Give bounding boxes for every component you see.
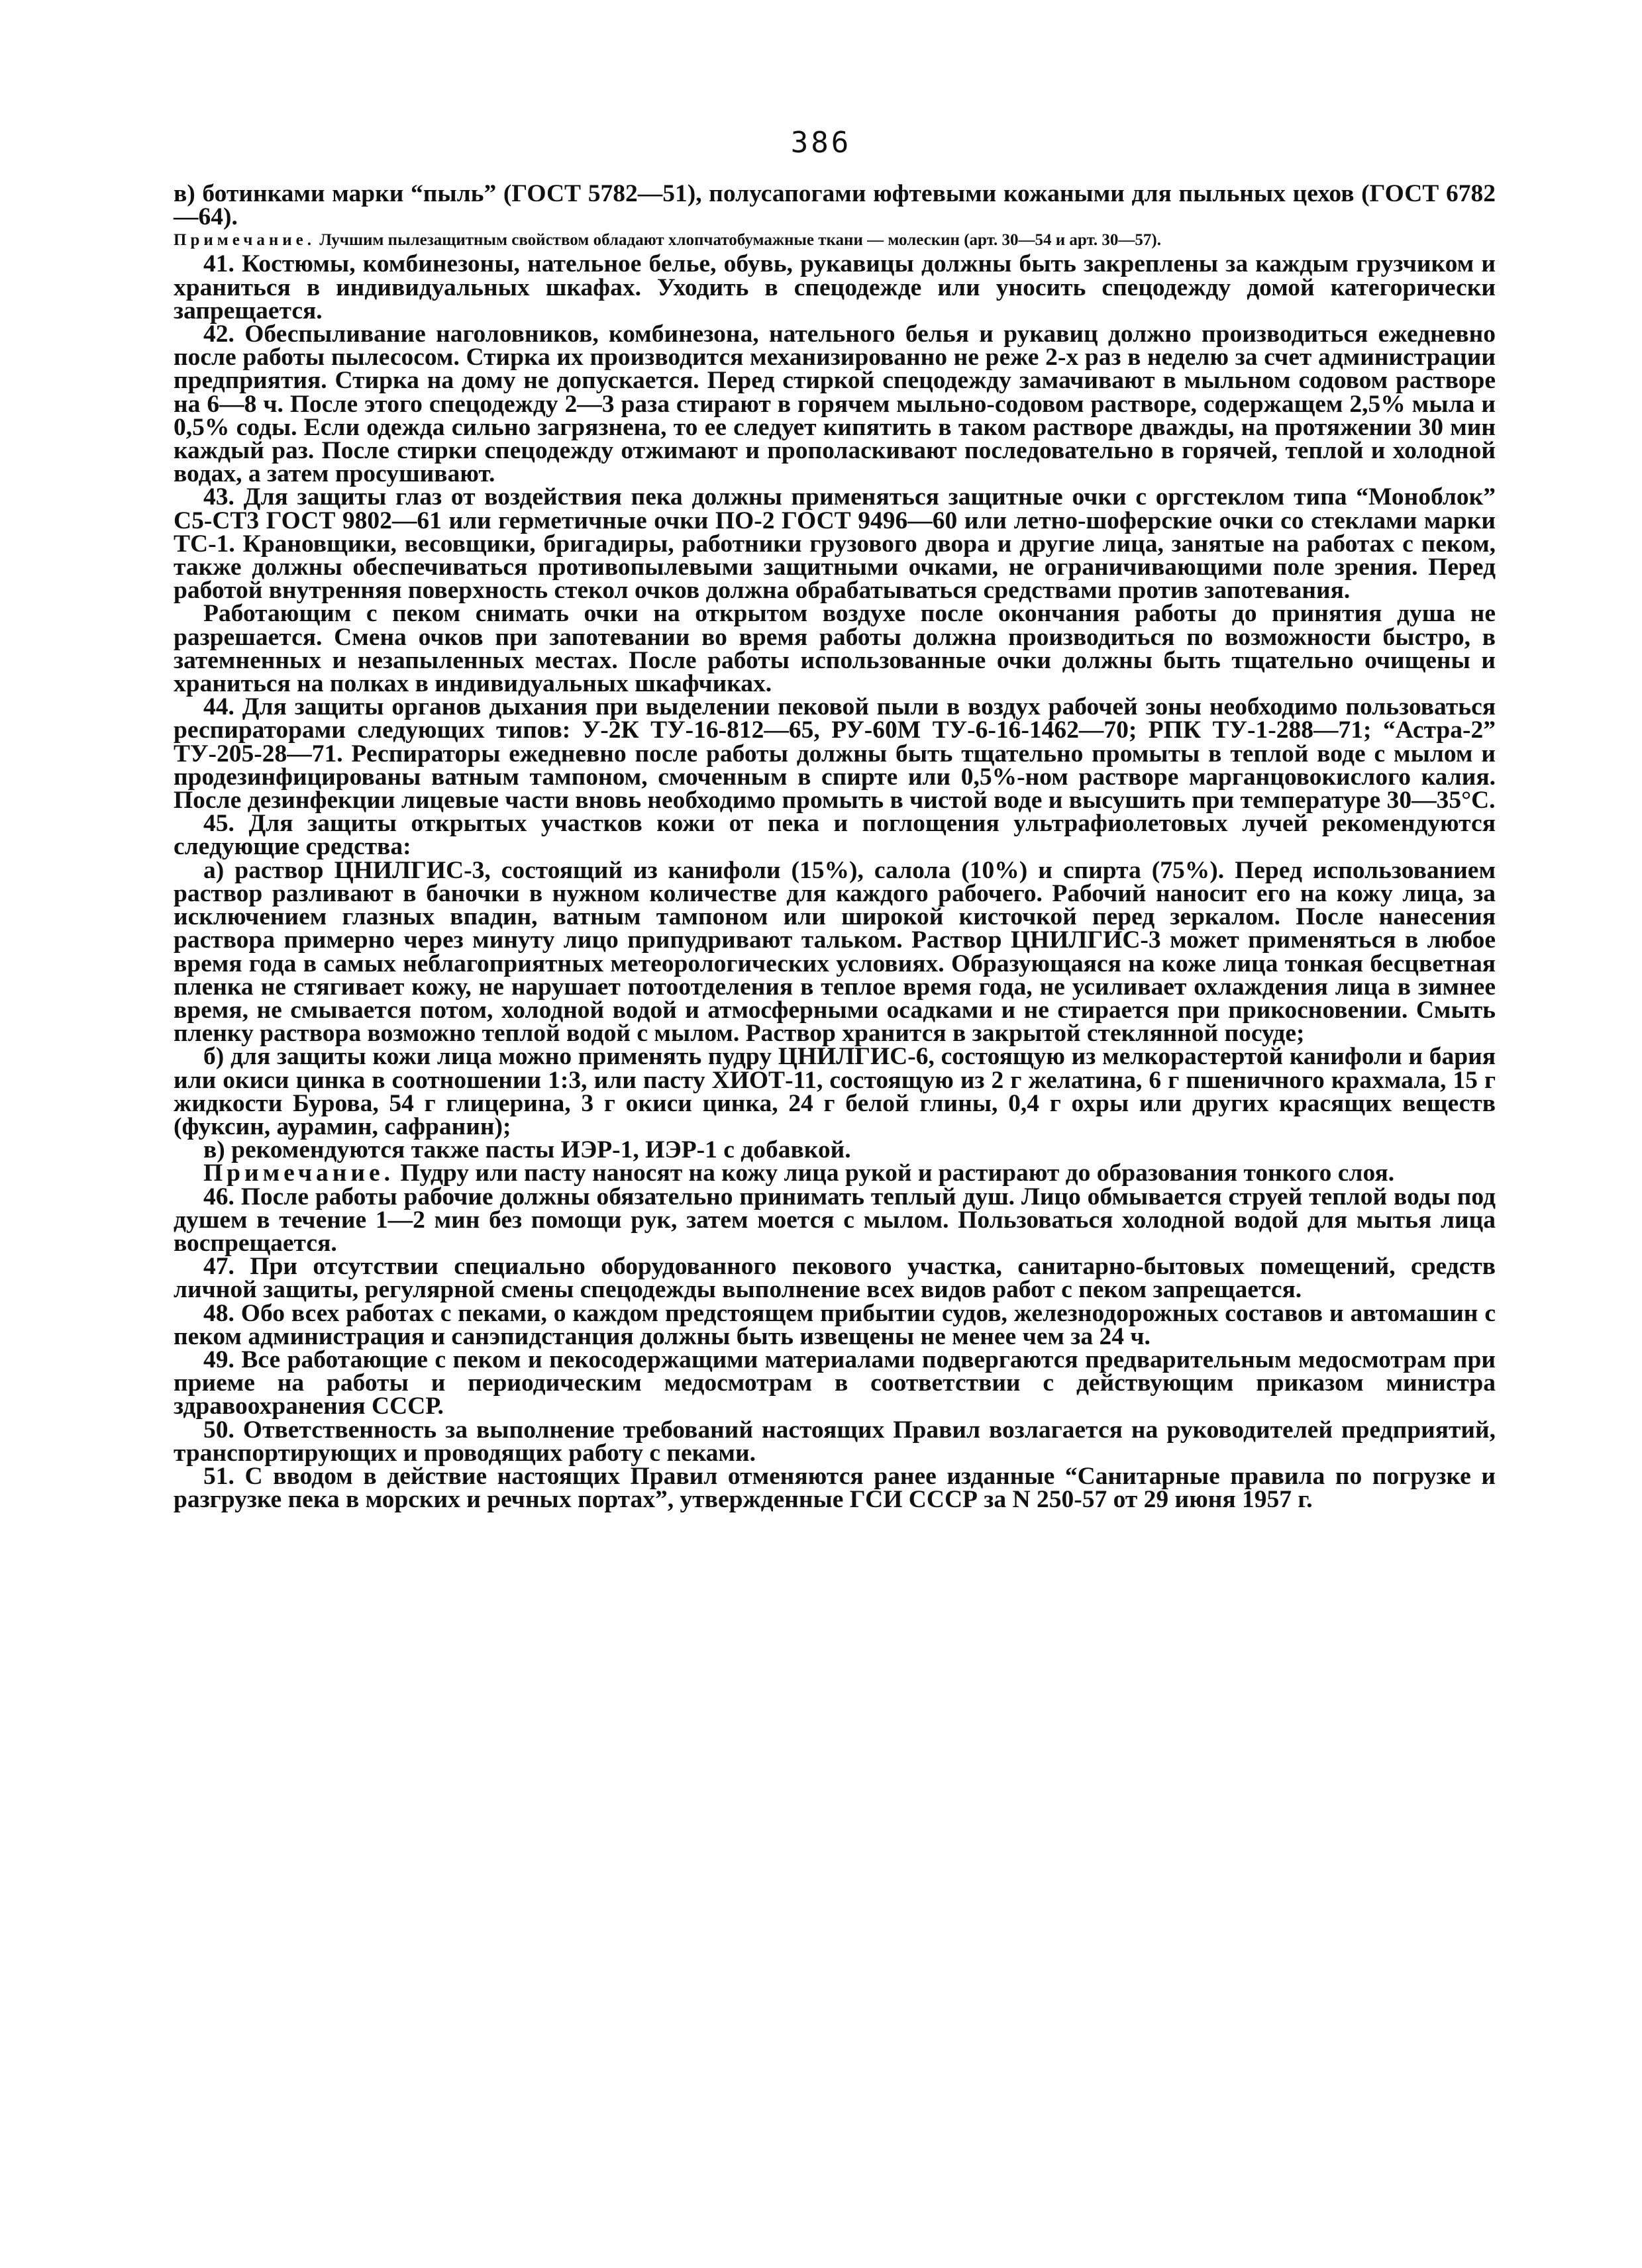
paragraph-41: 41. Костюмы, комбинезоны, нательное белье, обувь, рукавицы должны быть закреплены за каждым грузчиком и храниться в индивидуальных шкафах. Уходить в спецодежде или уносить спецодежду домой категорически запрещается. <box>174 250 1496 324</box>
paragraph-42: 42. Обеспыливание наголовников, комбинезона, нательного белья и рукавиц должно производиться ежедневно после работы пылесосом. Стирка их производится механизированно не реже 2-х раз в неделю за счет администрации предприятия. Стирка на дому не допускается. Перед стиркой спецодежду замачивают в мыльном содовом растворе на 6—8 ч. После этого спецодежду 2—3 раза стирают в горячем мыльно-содовом растворе, содержащем 2,5% мыла и 0,5% соды. Если одежда сильно загрязнена, то ее следует кипятить в таком растворе дважды, на протяжении 30 мин каждый раз. После стирки спецодежду отжимают и прополаскивают последовательно в горячей, теплой и холодной водах, а затем просушивают. <box>174 320 1496 488</box>
paragraph-boots: в) ботинками марки “пыль” (ГОСТ 5782—51), полусапогами юфтевыми кожаными для пыльных цехов (ГОСТ 6782—64). <box>174 180 1496 231</box>
paragraph-45c: в) рекомендуются также пасты ИЭР-1, ИЭР-1 с добавкой. <box>203 1136 851 1164</box>
note-fabric <box>174 228 1496 252</box>
paragraph-51: 51. С вводом в действие настоящих Правил отменяются ранее изданные “Санитарные правила по погрузке и разгрузке пека в морских и речных портах”, утвержденные ГСИ СССР за N 250-57 от 29 июня 1957 г. <box>174 1462 1496 1514</box>
note-text: Пудру или пасту наносят на кожу лица рукой и растирают до образования тонкого слоя. <box>394 1159 1395 1187</box>
paragraph-43-continued: Работающим с пеком снимать очки на открытом воздухе после окончания работы до принятия душа не разрешается. Смена очков при запотевании во время работы должна производиться по возможности быстро, в затемненных и незапыленных местах. После работы использованные очки должны быть тщательно очищены и храниться на полках в индивидуальных шкафчиках. <box>174 600 1496 698</box>
note-text: Лучшим пылезащитным свойством обладают хлопчатобумажные ткани — молескин (арт. 30—54 и арт. 30—57). <box>315 231 1161 250</box>
paragraph-46: 46. После работы рабочие должны обязательно принимать теплый душ. Лицо обмывается струей теплой воды под душем в течение 1—2 мин без помощи рук, затем моется с мылом. Пользоваться холодной водой для мытья лица воспрещается. <box>174 1183 1496 1257</box>
paragraph-47: 47. При отсутствии специально оборудованного пекового участка, санитарно-бытовых помещений, средств личной защиты, регулярной смены спецодежды выполнение всех видов работ с пеком запрещается. <box>174 1253 1496 1304</box>
paragraph-50: 50. Ответственность за выполнение требований настоящих Правил возлагается на руководителей предприятий, транспортирующих и проводящих работу с пеками. <box>174 1416 1496 1467</box>
paragraph-48: 48. Обо всех работах с пеками, о каждом предстоящем прибытии судов, железнодорожных составов и автомашин с пеком администрация и санэпидстанция должны быть извещены не менее чем за 24 ч. <box>174 1299 1496 1350</box>
paragraph-45: 45. Для защиты открытых участков кожи от пека и поглощения ультрафиолетовых лучей рекомендуются следующие средства: <box>174 810 1496 861</box>
note-powder <box>174 1161 1496 1185</box>
page-number: 386 <box>790 126 852 160</box>
note-label: Примечание. <box>203 1159 395 1187</box>
paragraph-43: 43. Для защиты глаз от воздействия пека должны применяться защитные очки с оргстеклом типа “Моноблок” С5-СТ3 ГОСТ 9802—61 или герметичные очки ПО-2 ГОСТ 9496—60 или летно-шоферские очки со стеклами марки ТС-1. Крановщики, весовщики, бригадиры, работники грузового двора и другие лица, занятые на работах с пеком, также должны обеспечиваться противопылевыми защитными очками, не ограничивающими поле зрения. Перед работой внутренняя поверхность стекол очков должна обрабатываться средствами против запотевания. <box>174 483 1496 605</box>
paragraph-45b: б) для защиты кожи лица можно применять пудру ЦНИЛГИС-6, состоящую из мелкорастертой канифоли и бария или окиси цинка в соотношении 1:3, или пасту ХИОТ-11, состоящую из 2 г желатина, 6 г пшеничного крахмала, 15 г жидкости Бурова, 54 г глицерина, 3 г окиси цинка, 24 г белой глины, 0,4 г охры или других красящих веществ (фуксин, аурамин, сафранин); <box>174 1043 1496 1140</box>
paragraph-45a: а) раствор ЦНИЛГИС-3, состоящий из канифоли (15%), салола (10%) и спирта (75%). Перед использованием раствор разливают в баночки в нужном количестве для каждого рабочего. Рабочий наносит его на кожу лица, за исключением глазных впадин, ватным тампоном или широкой кисточкой перед зеркалом. После нанесения раствора примерно через минуту лицо припудривают тальком. Раствор ЦНИЛГИС-3 может применяться в любое время года в самых неблагоприятных метеорологических условиях. Образующаяся на коже лица тонкая бесцветная пленка не стягивает кожу, не нарушает потоотделения в теплое время года, не усиливает охлаждения лица в зимнее время, не смывается потом, холодной водой и атмосферными осадками и не стирается при прикосновении. Смыть пленку раствора возможно теплой водой с мылом. Раствор хранится в закрытой стеклянной посуде; <box>174 856 1496 1048</box>
paragraph-49: 49. Все работающие с пеком и пекосодержащими материалами подвергаются предварительным медосмотрам при приеме на работы и периодическим медосмотрам в соответствии с действующим приказом министра здравоохранения СССР. <box>174 1346 1496 1420</box>
paragraph-44: 44. Для защиты органов дыхания при выделении пековой пыли в воздух рабочей зоны необходимо пользоваться респираторами следующих типов: У-2К ТУ-16-812—65, РУ-60М ТУ-6-16-1462—70; РПК ТУ-1-288—71; “Астра-2” ТУ-205-28—71. Респираторы ежедневно после работы должны быть тщательно промыты в теплой воде с мылом и продезинфицированы ватным тампоном, смоченным в спирте или 0,5%-ном растворе марганцовокислого калия. После дезинфекции лицевые части вновь необходимо промыть в чистой воде и высушить при температуре 30—35°С. <box>174 693 1496 814</box>
document-body <box>174 180 1496 1514</box>
note-label: Примечание. <box>174 231 316 250</box>
